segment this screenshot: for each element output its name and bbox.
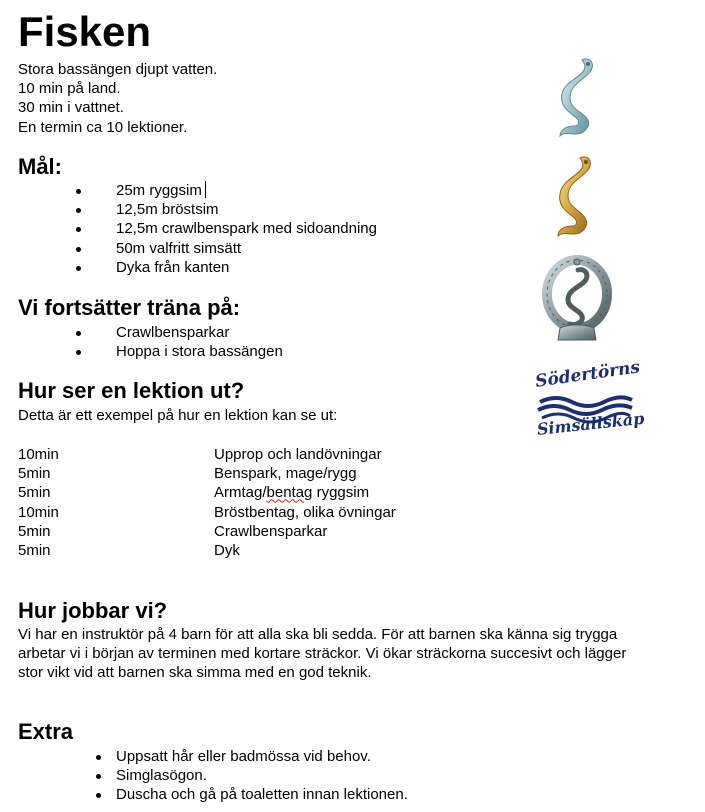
list-item bbox=[72, 258, 377, 277]
list-item-text: 25m ryggsim bbox=[116, 182, 202, 199]
intro-line: Stora bassängen djupt vatten. bbox=[18, 61, 218, 78]
lesson-heading: Hur ser en lektion ut? bbox=[18, 378, 245, 403]
paragraph-line: Vi har en instruktör på 4 barn för att alla ska bli sedda. För att barnen ska känna sig trygga bbox=[18, 626, 618, 643]
list-item bbox=[72, 239, 377, 258]
schedule-duration: 5min bbox=[18, 541, 51, 559]
list-item bbox=[92, 766, 408, 785]
schedule-activity: Benspark, mage/rygg bbox=[214, 465, 357, 483]
schedule-activity: Bröstbentag, olika övningar bbox=[214, 503, 396, 521]
continue-list bbox=[72, 323, 283, 361]
wreath-fish-badge bbox=[540, 254, 614, 346]
activity-text: Armtag/ bbox=[214, 484, 267, 502]
goals-list bbox=[72, 181, 377, 277]
list-item bbox=[92, 747, 408, 766]
list-item-text: Simglasögon. bbox=[116, 767, 207, 785]
list-item-text: Duscha och gå på toaletten innan lektionen. bbox=[116, 786, 408, 804]
schedule-duration: 10min bbox=[18, 446, 59, 463]
intro-line: 30 min i vattnet. bbox=[18, 99, 124, 117]
list-item bbox=[72, 219, 377, 238]
page-title: Fisken bbox=[18, 8, 152, 55]
list-item-text: Dyka från kanten bbox=[116, 258, 230, 276]
paragraph-line: stor vikt vid att barnen ska simma med en god teknik. bbox=[18, 664, 372, 681]
list-item-text: Crawlbensparkar bbox=[116, 324, 230, 341]
list-item-text: Hoppa i stora bassängen bbox=[116, 343, 283, 361]
list-item bbox=[72, 323, 283, 342]
lesson-intro: Detta är ett exempel på hur en lektion kan se ut: bbox=[18, 407, 338, 424]
intro-line: 10 min på land. bbox=[18, 80, 121, 98]
schedule-activity bbox=[214, 483, 369, 502]
schedule-duration: 5min bbox=[18, 465, 51, 483]
list-item bbox=[72, 200, 377, 219]
list-item-text: 50m valfritt simsätt bbox=[116, 239, 242, 257]
text-cursor bbox=[205, 181, 206, 198]
goals-heading: Mål: bbox=[18, 154, 62, 179]
schedule-activity: Dyk bbox=[214, 541, 240, 559]
club-logo bbox=[532, 357, 646, 444]
schedule-activity: Crawlbensparkar bbox=[214, 522, 328, 540]
list-item bbox=[72, 181, 377, 200]
intro-text bbox=[18, 60, 217, 137]
activity-text: ryggsim bbox=[312, 484, 370, 502]
schedule-duration: 5min bbox=[18, 522, 51, 540]
logo-name-line: Södertörns bbox=[534, 357, 642, 392]
schedule-duration: 10min bbox=[18, 503, 59, 521]
paragraph-line: arbetar vi i början av terminen med kortare sträckor. Vi ökar sträckorna succesivt och lägger bbox=[18, 645, 627, 662]
schedule-duration: 5min bbox=[18, 484, 51, 502]
schedule-activity: Upprop och landövningar bbox=[214, 446, 382, 463]
silver-fish-badge bbox=[548, 54, 610, 140]
extra-heading: Extra bbox=[18, 719, 74, 744]
list-item-text: 12,5m bröstsim bbox=[116, 201, 219, 219]
logo-name-line: Simsällskap bbox=[536, 408, 646, 439]
work-paragraph bbox=[18, 625, 626, 682]
extra-list bbox=[92, 747, 408, 805]
list-item bbox=[72, 342, 283, 361]
list-item-text: 12,5m crawlbenspark med sidoandning bbox=[116, 220, 377, 238]
continue-heading: Vi fortsätter träna på: bbox=[18, 295, 241, 320]
spelling-error-word[interactable]: bentag bbox=[266, 484, 313, 502]
work-heading: Hur jobbar vi? bbox=[18, 598, 168, 623]
intro-line: En termin ca 10 lektioner. bbox=[18, 118, 188, 136]
list-item bbox=[92, 785, 408, 804]
gold-fish-badge bbox=[544, 150, 610, 242]
list-item-text: Uppsatt hår eller badmössa vid behov. bbox=[116, 748, 371, 765]
